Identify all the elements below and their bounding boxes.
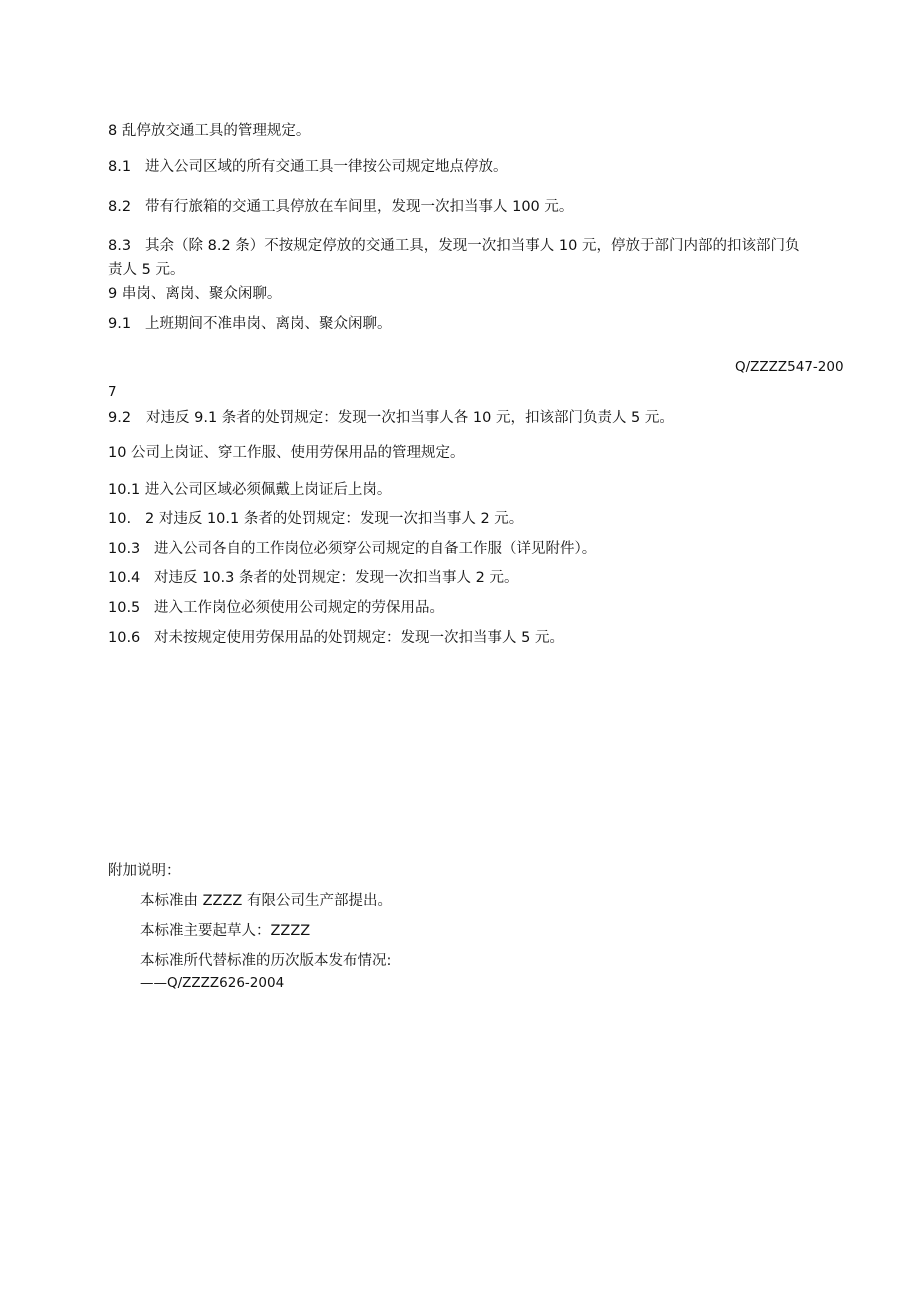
clause-text: 带有行旅箱的交通工具停放在车间里，发现一次扣当事人 100 元。: [145, 199, 574, 215]
clause-text: 对违反 10.3 条者的处罚规定：发现一次扣当事人 2 元。: [154, 570, 519, 586]
clause-number: 9.1: [108, 316, 132, 332]
clause-text: 进入公司各自的工作岗位必须穿公司规定的自备工作服（详见附件）。: [154, 541, 597, 557]
appendix-proposed-by: 本标准由 ZZZZ 有限公司生产部提出。: [140, 893, 392, 909]
section-9-heading: 9 串岗、离岗、聚众闲聊。: [108, 286, 282, 302]
clause-number: 10.: [108, 511, 132, 527]
clause-text: 其余（除 8.2 条）不按规定停放的交通工具，发现一次扣当事人 10 元，停放于部门内部的扣该部门负: [145, 238, 800, 254]
clause-10-2: [108, 509, 523, 529]
clause-10-6: [108, 628, 564, 648]
appendix-drafter: 本标准主要起草人：ZZZZ: [140, 923, 311, 939]
clause-number: 10.3: [108, 541, 141, 557]
clause-10-5: [108, 598, 444, 618]
clause-number: 8.3: [108, 238, 132, 254]
clause-number: 10.4: [108, 570, 141, 586]
clause-number: 10.5: [108, 600, 141, 616]
document-code: Q/ZZZZ547-200: [735, 359, 844, 375]
clause-text: 进入工作岗位必须使用公司规定的劳保用品。: [154, 600, 444, 616]
clause-8-1: [108, 157, 508, 177]
clause-10-4: [108, 568, 518, 588]
section-10-heading: 10 公司上岗证、穿工作服、使用劳保用品的管理规定。: [108, 445, 465, 461]
section-8-heading: 8 乱停放交通工具的管理规定。: [108, 123, 311, 139]
clause-8-2: [108, 197, 573, 217]
appendix-history-label: 本标准所代替标准的历次版本发布情况:: [140, 953, 392, 969]
clause-number: 8.1: [108, 159, 132, 175]
clause-text: 对未按规定使用劳保用品的处罚规定：发现一次扣当事人 5 元。: [154, 630, 564, 646]
clause-10-1: 10.1 进入公司区域必须佩戴上岗证后上岗。: [108, 482, 392, 498]
clause-9-2: [108, 408, 674, 428]
clause-number: 10.6: [108, 630, 141, 646]
document-code-wrap: 7: [108, 384, 117, 400]
clause-text: 进入公司区域的所有交通工具一律按公司规定地点停放。: [145, 159, 508, 175]
clause-text: 上班期间不准串岗、离岗、聚众闲聊。: [145, 316, 392, 332]
clause-9-1: [108, 314, 392, 334]
clause-text: 对违反 9.1 条者的处罚规定：发现一次扣当事人各 10 元，扣该部门负责人 5 元。: [146, 410, 674, 426]
appendix-history-item: ——Q/ZZZZ626-2004: [140, 975, 285, 991]
clause-number: 9.2: [108, 410, 132, 426]
appendix-title: 附加说明：: [108, 863, 181, 879]
clause-10-3: [108, 539, 596, 559]
clause-text: 2 对违反 10.1 条者的处罚规定：发现一次扣当事人 2 元。: [145, 511, 524, 527]
clause-8-3-continuation: 责人 5 元。: [108, 262, 185, 278]
clause-number: 8.2: [108, 199, 132, 215]
clause-8-3: [108, 236, 799, 256]
